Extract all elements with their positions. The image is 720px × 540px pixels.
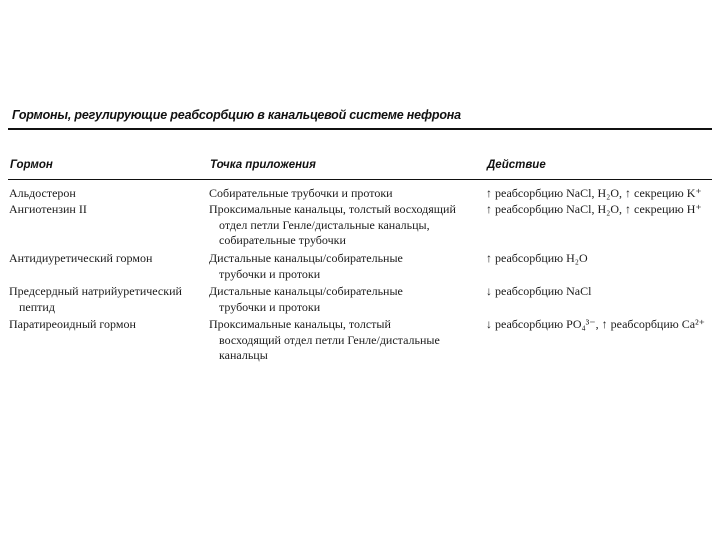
- site-cell: [209, 284, 403, 315]
- hormone-line: Предсердный натрийуретический: [9, 284, 182, 298]
- site-line: Дистальные канальцы/собирательные: [209, 284, 403, 298]
- table-body: [0, 186, 720, 366]
- site-line: трубочки и протоки: [219, 266, 321, 281]
- site-line: собирательные трубочки: [219, 233, 346, 247]
- action-cell: ↑ реабсорбцию NaCl, H₂O, ↑ секрецию H⁺: [486, 202, 702, 216]
- table-row: [0, 317, 720, 366]
- hormone-line: Альдостерон: [9, 186, 76, 200]
- site-line: отдел петли Генле/дистальные канальцы,: [219, 217, 430, 232]
- hormone-line: пептид: [19, 299, 55, 314]
- header-rule: [8, 179, 712, 180]
- action-cell: ↓ реабсорбцию PO₄³⁻, ↑ реабсорбцию Ca²⁺: [486, 317, 706, 331]
- action-cell: ↑ реабсорбцию H₂O: [486, 251, 588, 265]
- header-site: Точка приложения: [210, 159, 316, 171]
- site-line: трубочки и протоки: [219, 299, 321, 314]
- hormone-cell: [9, 251, 152, 267]
- title-rule: [8, 128, 712, 130]
- hormone-line: Паратиреоидный гормон: [9, 317, 136, 331]
- site-line: Проксимальные канальцы, толстый восходящий: [209, 202, 456, 216]
- site-line: Дистальные канальцы/собирательные: [209, 251, 403, 265]
- hormone-line: Антидиуретический гормон: [9, 251, 153, 265]
- site-cell: [209, 251, 403, 282]
- site-cell: [209, 317, 440, 364]
- table-title: Гормоны, регулирующие реабсорбцию в канальцевой системе нефрона: [12, 108, 461, 122]
- hormone-cell: [9, 284, 182, 315]
- table-row: [0, 186, 720, 202]
- hormone-line: Ангиотензин II: [9, 202, 87, 216]
- site-cell: [209, 186, 393, 202]
- header-action: Действие: [487, 159, 546, 171]
- hormone-cell: [9, 202, 87, 218]
- header-hormone: Гормон: [10, 159, 53, 171]
- site-cell: [209, 202, 456, 249]
- site-line: Собирательные трубочки и протоки: [209, 186, 393, 200]
- table-row: [0, 202, 720, 251]
- hormone-cell: [9, 317, 136, 333]
- site-line: восходящий отдел петли Генле/дистальные: [219, 332, 440, 347]
- table-row: [0, 284, 720, 317]
- action-cell: ↓ реабсорбцию NaCl: [486, 284, 592, 298]
- hormone-cell: [9, 186, 76, 202]
- table-row: [0, 251, 720, 284]
- site-line: канальцы: [219, 348, 268, 362]
- action-cell: ↑ реабсорбцию NaCl, H₂O, ↑ секрецию K⁺: [486, 186, 702, 200]
- site-line: Проксимальные канальцы, толстый: [209, 317, 391, 331]
